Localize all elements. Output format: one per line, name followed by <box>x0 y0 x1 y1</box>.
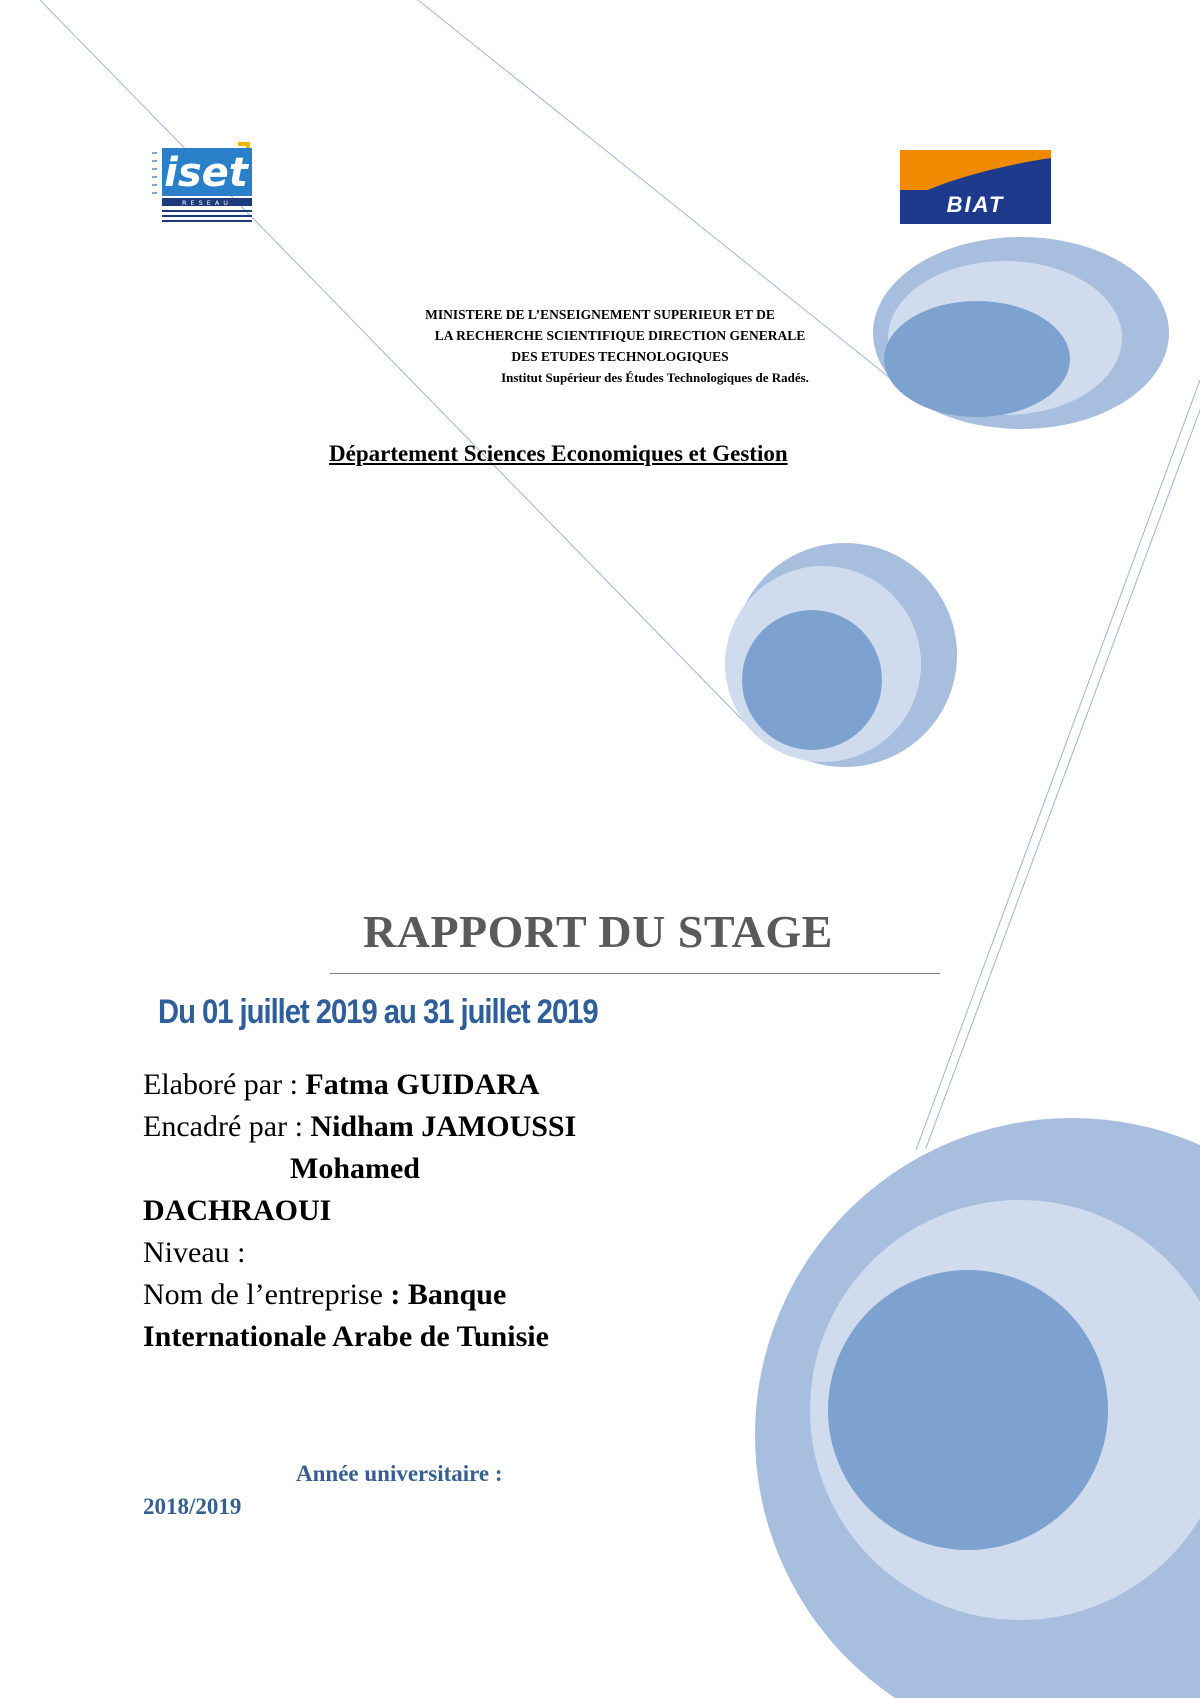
iset-logo-graphic <box>148 138 260 230</box>
biat-logo <box>900 150 1051 224</box>
elabore-row <box>143 1064 703 1106</box>
supervisor-1-name: Nidham JAMOUSSI <box>310 1110 577 1143</box>
ministry-line-2: LA RECHERCHE SCIENTIFIQUE DIRECTION GENERALE <box>434 328 806 343</box>
entreprise-label: Nom de l’entreprise <box>143 1278 391 1311</box>
encadre-row <box>143 1106 703 1148</box>
academic-year-value: 2018/2019 <box>143 1494 242 1519</box>
circle-cluster-bottom <box>755 1118 1200 1698</box>
encadre-label: Encadré par : <box>143 1110 311 1143</box>
report-info <box>143 1064 703 1358</box>
elabore-label: Elaboré par : <box>143 1068 306 1101</box>
title-underline <box>330 973 940 974</box>
entreprise-row-2 <box>143 1316 703 1358</box>
niveau-row <box>143 1232 703 1274</box>
academic-year-label: Année universitaire : <box>296 1461 503 1486</box>
iset-mark: iset <box>164 150 248 196</box>
supervisor-2-first-name: Mohamed <box>290 1152 420 1185</box>
institute-name: Institut Supérieur des Études Technologiques de Radés. <box>501 370 809 385</box>
iset-logo <box>148 138 260 230</box>
biat-wordmark: BIAT <box>946 192 1005 217</box>
report-title: RAPPORT DU STAGE <box>363 906 833 957</box>
supervisor-2-last-row <box>143 1190 703 1232</box>
entreprise-row <box>143 1274 703 1316</box>
internship-dates: Du 01 juillet 2019 au 31 juillet 2019 <box>158 993 598 1031</box>
supervisor-2-row <box>143 1148 703 1190</box>
niveau-label: Niveau : <box>143 1236 246 1269</box>
ministry-line-3: DES ETUDES TECHNOLOGIQUES <box>511 349 729 364</box>
entreprise-name-1: : Banque <box>390 1278 507 1311</box>
circle-cluster-middle <box>725 543 957 767</box>
department-heading: Département Sciences Economiques et Gestion <box>329 441 788 466</box>
author-name: Fatma GUIDARA <box>305 1068 540 1101</box>
diagonal-line <box>926 410 1200 1148</box>
supervisor-2-last-name: DACHRAOUI <box>143 1194 332 1227</box>
iset-caption: RESEAU <box>181 199 233 207</box>
entreprise-name-2: Internationale Arabe de Tunisie <box>143 1320 549 1353</box>
ministry-line-1: MINISTERE DE L’ENSEIGNEMENT SUPERIEUR ET DE <box>425 307 775 322</box>
ministry-header <box>300 304 940 388</box>
diagonal-line <box>916 380 1200 1150</box>
